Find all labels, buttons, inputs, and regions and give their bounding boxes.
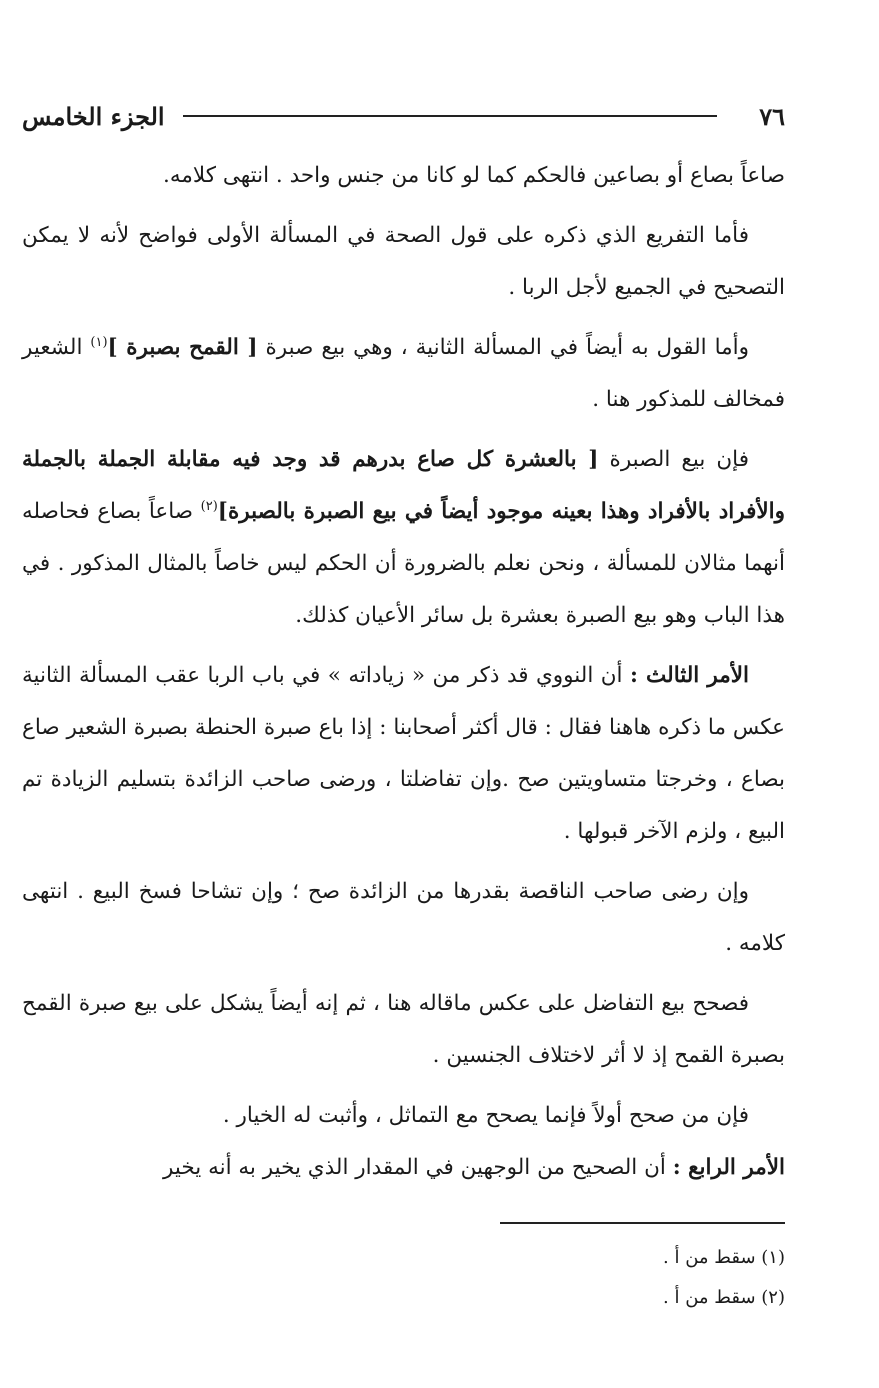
paragraph-8: فإن من صحح أولاً فإنما يصحح مع التماثل ، وأثبت له الخيار .	[222, 1103, 749, 1128]
paragraph-3-bold: [ القمح بصبرة ]	[107, 335, 258, 360]
page-header	[22, 96, 785, 136]
paragraph-4	[22, 434, 785, 642]
paragraph-3	[22, 322, 785, 426]
page-number: ٧٦	[759, 101, 785, 131]
paragraph-5-text: أن النووي قد ذكر من « زياداته » في باب الربا عقب المسألة الثانية عكس ما ذكره هاهنا فقال : قال أكثر أصحابنا : إذا باع صبرة الحنطة بصبرة الشعير صاع بصاع ، وخرجتا متساويتين صح .وإن تفاضلتا ، ورضى صاحب الزائدة بتسليم الزيادة تم البيع ، ولزم الآخر قبولها .	[22, 663, 785, 844]
header-rule	[183, 115, 717, 117]
paragraph-6: وإن رضى صاحب الناقصة بقدرها من الزائدة صح ؛ وإن تشاحا فسخ البيع . انتهى كلامه .	[22, 879, 785, 956]
footnote-1: (١) سقط من أ .	[663, 1247, 785, 1268]
paragraph-9-text: أن الصحيح من الوجهين في المقدار الذي يخير به أنه يخير	[163, 1155, 673, 1180]
paragraph-1: صاعاً بصاع أو بصاعين فالحكم كما لو كانا من جنس واحد . انتهى كلامه.	[163, 163, 785, 188]
paragraph-7: فصحح بيع التفاضل على عكس ماقاله هنا ، ثم إنه أيضاً يشكل على بيع صبرة القمح بصبرة القمح إذ لا أثر لاختلاف الجنسين .	[22, 991, 785, 1068]
body-text	[22, 150, 785, 1194]
footnote-marker-2: (٢)	[200, 498, 218, 514]
paragraph-2: فأما التفريع الذي ذكره على قول الصحة في المسألة الأولى فواضح لأنه لا يمكن التصحيح في الجميع لأجل الربا .	[22, 223, 785, 300]
paragraph-5-heading: الأمر الثالث :	[630, 663, 749, 688]
volume-title: الجزء الخامس	[22, 101, 165, 131]
paragraph-4-text-a: فإن بيع الصبرة	[598, 447, 750, 472]
paragraph-3-text-a: وأما القول به أيضاً في المسألة الثانية ، وهي بيع صبرة	[257, 335, 749, 360]
paragraph-9-heading: الأمر الرابع :	[672, 1155, 785, 1180]
footnote-marker-1: (١)	[90, 334, 108, 350]
footnote-2: (٢) سقط من أ .	[663, 1287, 785, 1308]
footnote-rule	[500, 1222, 785, 1224]
paragraph-3-text-b: الشعير فمخالف للمذكور هنا .	[22, 335, 785, 412]
footnotes	[400, 1238, 785, 1318]
paragraph-9	[22, 1142, 785, 1194]
paragraph-5	[22, 650, 785, 858]
paragraph-4-bold: [ بالعشرة كل صاع بدرهم قد وجد فيه مقابلة الجملة بالجملة والأفراد بالأفراد وهذا بعينه موجود أيضاً في بيع الصبرة بالصبرة]	[22, 447, 785, 524]
paragraph-4-text-b: صاعاً بصاع فحاصله أنهما مثالان للمسألة ، ونحن نعلم بالضرورة أن الحكم ليس خاصاً بالمثال المذكور . في هذا الباب وهو بيع الصبرة بعشرة بل سائر الأعيان كذلك.	[22, 499, 785, 628]
